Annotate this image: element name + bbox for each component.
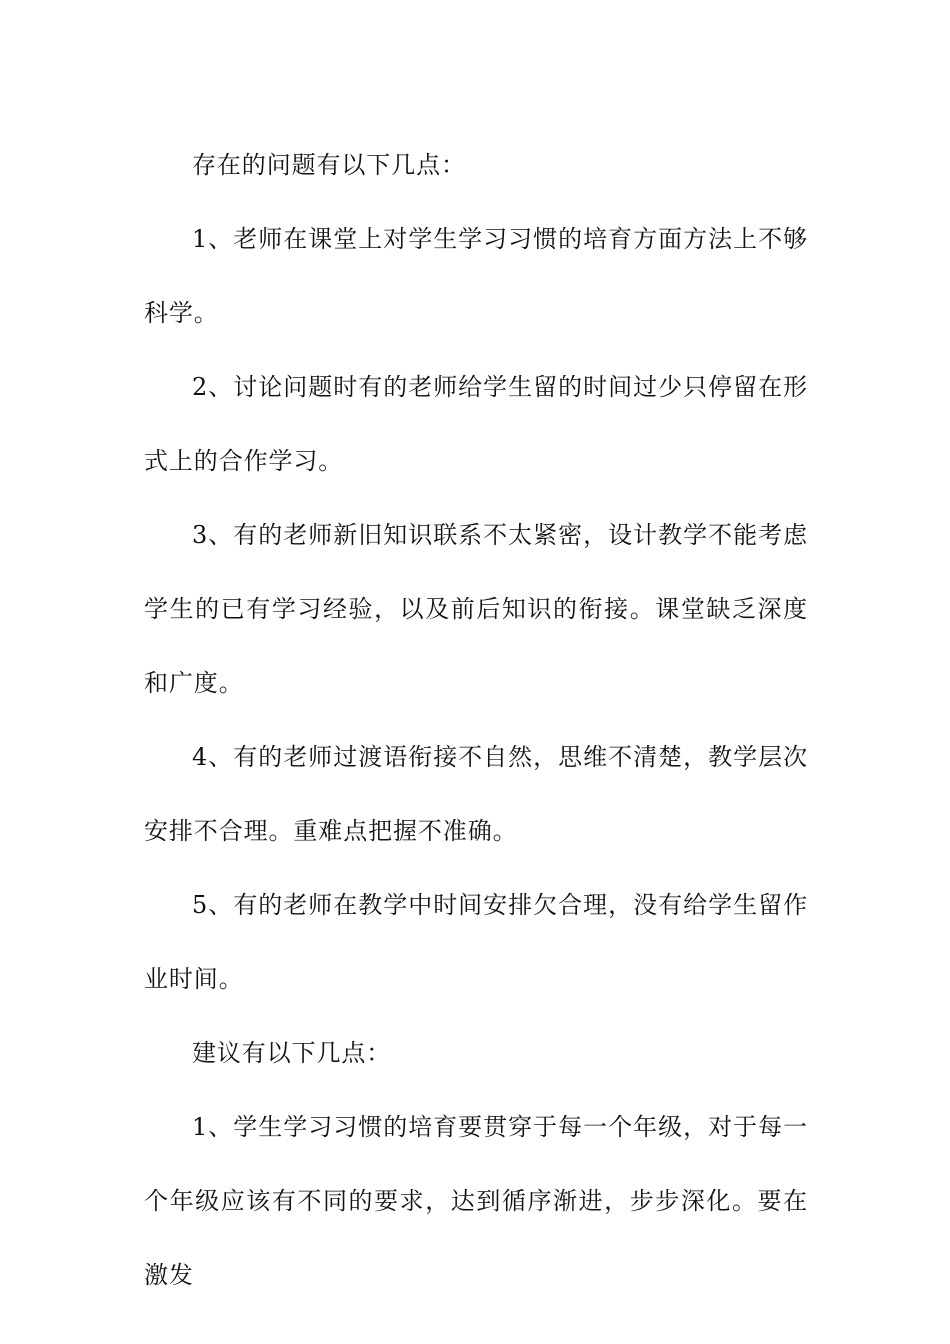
suggestions-heading: 建议有以下几点： (192, 1039, 392, 1067)
document-body (144, 128, 808, 1312)
problem-item-4: 4、有的老师过渡语衔接不自然，思维不清楚，教学层次安排不合理。重难点把握不准确。 (144, 743, 808, 845)
problem-item-3: 3、有的老师新旧知识联系不太紧密，设计教学不能考虑学生的已有学习经验，以及前后知识的衔接。课堂缺乏深度和广度。 (144, 521, 808, 697)
problem-item-2: 2、讨论问题时有的老师给学生留的时间过少只停留在形式上的合作学习。 (144, 373, 808, 475)
problem-item-5: 5、有的老师在教学中时间安排欠合理，没有给学生留作业时间。 (144, 891, 808, 993)
suggestion-item-1: 1、学生学习习惯的培育要贯穿于每一个年级，对于每一个年级应该有不同的要求，达到循序渐进，步步深化。要在激发 (144, 1113, 808, 1289)
problems-heading: 存在的问题有以下几点： (192, 151, 466, 179)
problem-item-1: 1、老师在课堂上对学生学习习惯的培育方面方法上不够科学。 (144, 225, 808, 327)
